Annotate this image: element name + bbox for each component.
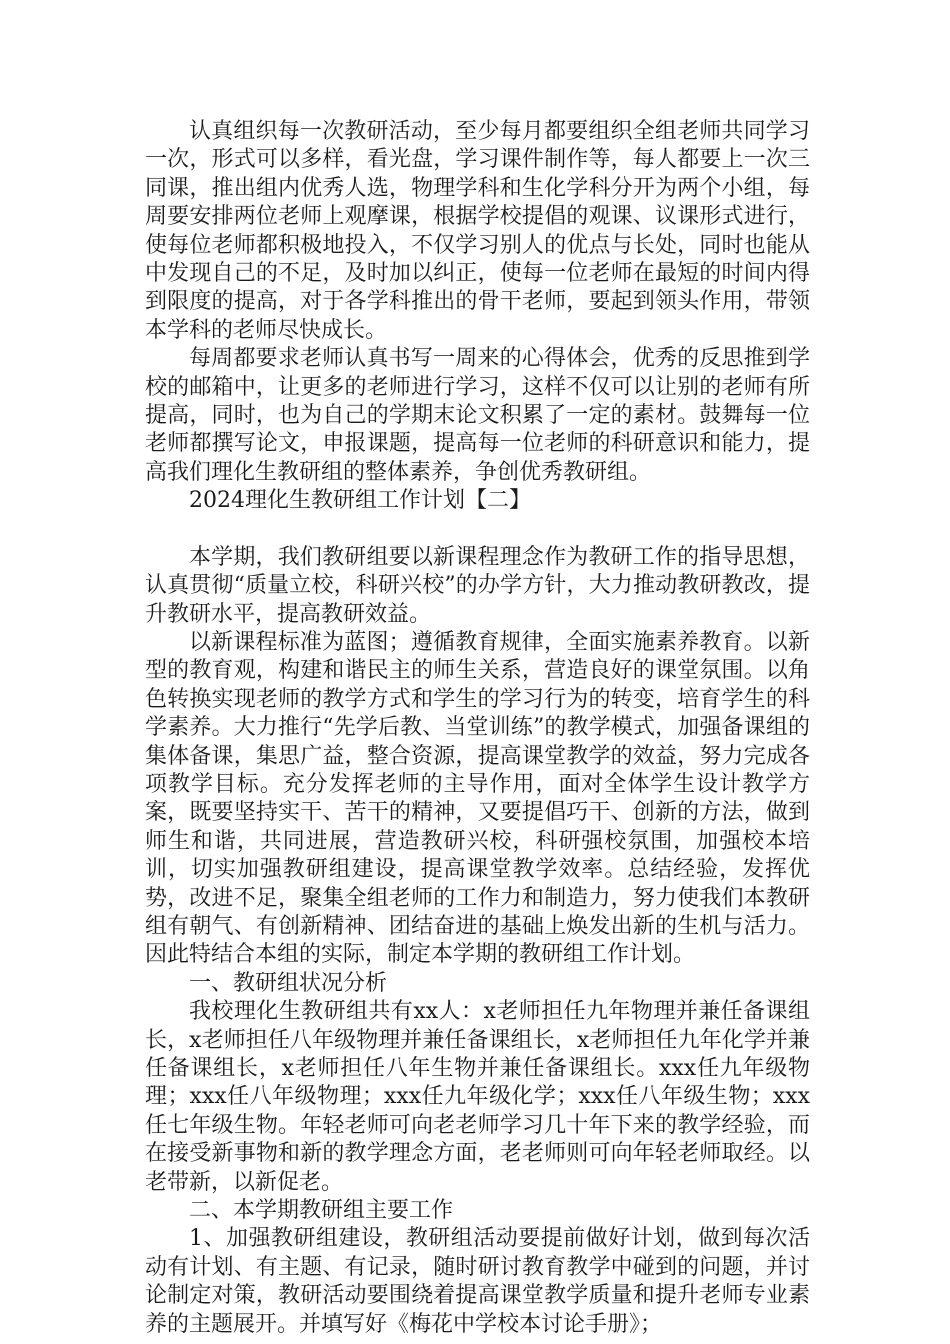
paragraph-weekly-reflection: 每周都要求老师认真书写一周来的心得体会，优秀的反思推到学校的邮箱中，让更多的老师进行学习，这样不仅可以让别的老师有所提高，同时，也为自己的学期末论文积累了一定的素材。鼓舞每一位老师都撰写论文，申报课题，提高每一位老师的科研意识和能力，提高我们理化生教研组的整体素养，争创优秀教研组。: [145, 346, 810, 485]
document-page: [145, 118, 810, 1339]
paragraph-curriculum-standards: 以新课程标准为蓝图；遵循教育规律，全面实施素养教育。以新型的教育观，构建和谐民主的师生关系，营造良好的课堂氛围。以角色转换实现老师的教学方式和学生的学习行为的转变，培育学生的科学素养。大力推行“先学后教、当堂训练”的教学模式，加强备课组的集体备课，集思广益，整合资源，提高课堂教学的效益，努力完成各项教学目标。充分发挥老师的主导作用，面对全体学生设计教学方案，既要坚持实干、苦干的精神，又要提倡巧干、创新的方法，做到师生和谐，共同进展，营造教研兴校，科研强校氛围，加强校本培训，切实加强教研组建设，提高课堂教学效率。总结经验，发挥优势，改进不足，聚集全组老师的工作力和制造力，努力使我们本教研组有朝气、有创新精神、团结奋进的基础上焕发出新的生机与活力。因此特结合本组的实际，制定本学期的教研组工作计划。: [145, 629, 810, 968]
section-title: 2024理化生教研组工作计划【二】: [189, 488, 531, 514]
blank-line: [145, 516, 810, 544]
paragraph-group-members: 我校理化生教研组共有xx人：x老师担任九年物理并兼任备课组长，x老师担任八年级物理并兼任备课组长，x老师担任九年化学并兼任备课组长，x老师担任八年生物并兼任备课组长。xxx任九年级物理；xxx任八年级物理；xxx任九年级化学；xxx任八年级生物；xxx任七年级生物。年轻老师可向老老师学习几十年下来的教学经验，而在接受新事物和新的教学理念方面，老老师则可向年轻老师取经。以老带新，以新促老。: [145, 999, 810, 1195]
heading-main-work: 二、本学期教研组主要工作: [189, 1198, 454, 1224]
paragraph-teaching-activities: 认真组织每一次教研活动，至少每月都要组织全组老师共同学习一次，形式可以多样，看光盘，学习课件制作等，每人都要上一次三同课，推出组内优秀人选，物理学科和生化学科分开为两个小组，每周要安排两位老师上观摩课，根据学校提倡的观课、议课形式进行，使每位老师都积极地投入，不仅学习别人的优点与长处，同时也能从中发现自己的不足，及时加以纠正，使每一位老师在最短的时间内得到限度的提高，对于各学科推出的骨干老师，要起到领头作用，带领本学科的老师尽快成长。: [145, 119, 810, 343]
heading-group-analysis: 一、教研组状况分析: [189, 970, 388, 996]
paragraph-semester-intro: 本学期，我们教研组要以新课程理念作为教研工作的指导思想，认真贯彻“质量立校，科研兴校”的办学方针，大力推动教研教改，提升教研水平，提高教研效益。: [145, 544, 810, 627]
paragraph-group-building: 1、加强教研组建设，教研组活动要提前做好计划，做到每次活动有计划、有主题、有记录，随时研讨教育教学中碰到的问题，并讨论制定对策，教研活动要围绕着提高课堂教学质量和提升老师专业素养的主题展开。并填写好《梅花中学校本讨论手册》；: [145, 1226, 810, 1337]
